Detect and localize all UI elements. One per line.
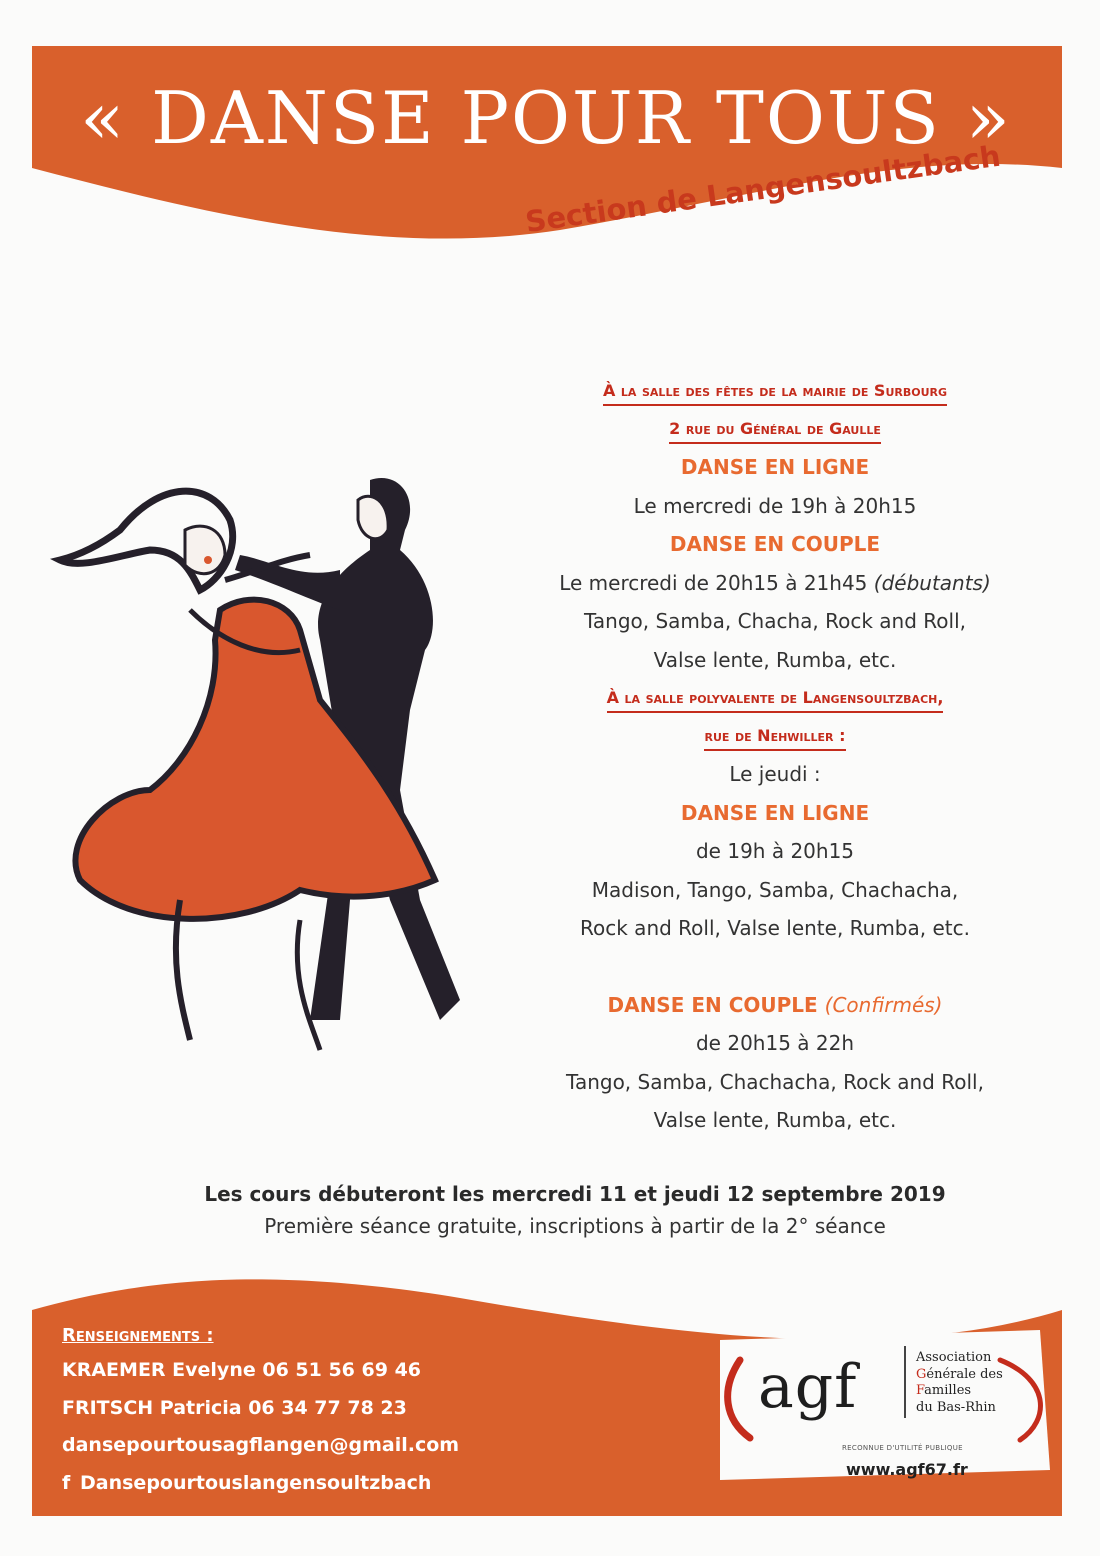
venue2-line-dance-time: de 19h à 20h15 xyxy=(695,839,855,863)
schedule-block xyxy=(540,372,1010,1140)
page-subtitle: Section de Langensoultzbach xyxy=(523,138,1003,239)
agf-logo-card xyxy=(700,1320,1060,1490)
contact-person-2[interactable]: FRITSCH Patricia 06 34 77 78 23 xyxy=(62,1396,407,1419)
venue1-line-dance-title: DANSE EN LIGNE xyxy=(680,455,870,479)
venue1-address: 2 rue du Général de Gaulle xyxy=(669,418,881,444)
page-title: « DANSE POUR TOUS » xyxy=(80,76,1012,160)
start-date-text: Les cours débuteront les mercredi 11 et jeudi 12 septembre 2019 xyxy=(204,1182,946,1206)
venue2-couple-title: DANSE EN COUPLE xyxy=(607,992,818,1017)
first-session-text: Première séance gratuite, inscriptions à partir de la 2° séance xyxy=(264,1214,886,1238)
venue2-name: À la salle polyvalente de Langensoultzbach, xyxy=(607,687,944,713)
venue2-line-styles-2: Rock and Roll, Valse lente, Rumba, etc. xyxy=(580,916,970,940)
venue2-couple-styles-1: Tango, Samba, Chachacha, Rock and Roll, xyxy=(566,1069,984,1094)
spacer xyxy=(540,948,1010,986)
dancing-couple-illustration xyxy=(40,460,510,1060)
venue2-couple-level: (Confirmés) xyxy=(824,992,943,1017)
facebook-icon: f xyxy=(62,1471,71,1494)
venue1-couple-level: (débutants) xyxy=(873,570,991,595)
agf-full-name xyxy=(916,1350,1003,1416)
facebook-page: Dansepourtouslangensoultzbach xyxy=(80,1471,432,1494)
venue2-line-dance-title: DANSE EN LIGNE xyxy=(680,800,870,825)
contact-heading: Renseignements : xyxy=(62,1325,214,1346)
venue2-couple-title-row xyxy=(540,986,1010,1025)
closing-block xyxy=(150,1178,1000,1242)
agf-divider xyxy=(904,1346,906,1418)
venue1-couple-styles-1: Tango, Samba, Chacha, Rock and Roll, xyxy=(584,609,966,633)
agf-website-link[interactable]: www.agf67.fr xyxy=(846,1460,968,1479)
venue2-line-styles-1: Madison, Tango, Samba, Chachacha, xyxy=(591,877,959,902)
agf-tagline: RECONNUE D'UTILITÉ PUBLIQUE xyxy=(842,1444,963,1452)
venue2-couple-time: de 20h15 à 22h xyxy=(695,1031,855,1055)
agf-name-line-1: Association xyxy=(916,1350,992,1365)
venue2-couple-styles-2: Valse lente, Rumba, etc. xyxy=(653,1108,897,1132)
contact-email[interactable]: dansepourtousagflangen@gmail.com xyxy=(62,1434,460,1456)
venue1-line-dance-time: Le mercredi de 19h à 20h15 xyxy=(633,493,917,518)
venue2-address: rue de Nehwiller : xyxy=(704,725,845,751)
venue1-name: À la salle des fêtes de la mairie de Surbourg xyxy=(603,380,947,406)
facebook-link[interactable] xyxy=(62,1465,459,1503)
agf-name-line-2: Générale des xyxy=(916,1366,1003,1382)
venue1-couple-time-row xyxy=(540,564,1010,603)
venue1-couple-styles-2: Valse lente, Rumba, etc. xyxy=(653,647,897,672)
venue2-day: Le jeudi : xyxy=(729,762,821,786)
agf-name-line-4: du Bas-Rhin xyxy=(916,1399,996,1415)
venue1-couple-time: Le mercredi de 20h15 à 21h45 xyxy=(559,570,868,595)
contact-block xyxy=(62,1325,459,1502)
agf-name-line-3: Familles xyxy=(916,1383,972,1398)
contact-person-1[interactable]: KRAEMER Evelyne 06 51 56 69 46 xyxy=(62,1359,422,1381)
venue1-couple-title: DANSE EN COUPLE xyxy=(669,532,881,556)
agf-logo-word: agf xyxy=(758,1352,858,1422)
